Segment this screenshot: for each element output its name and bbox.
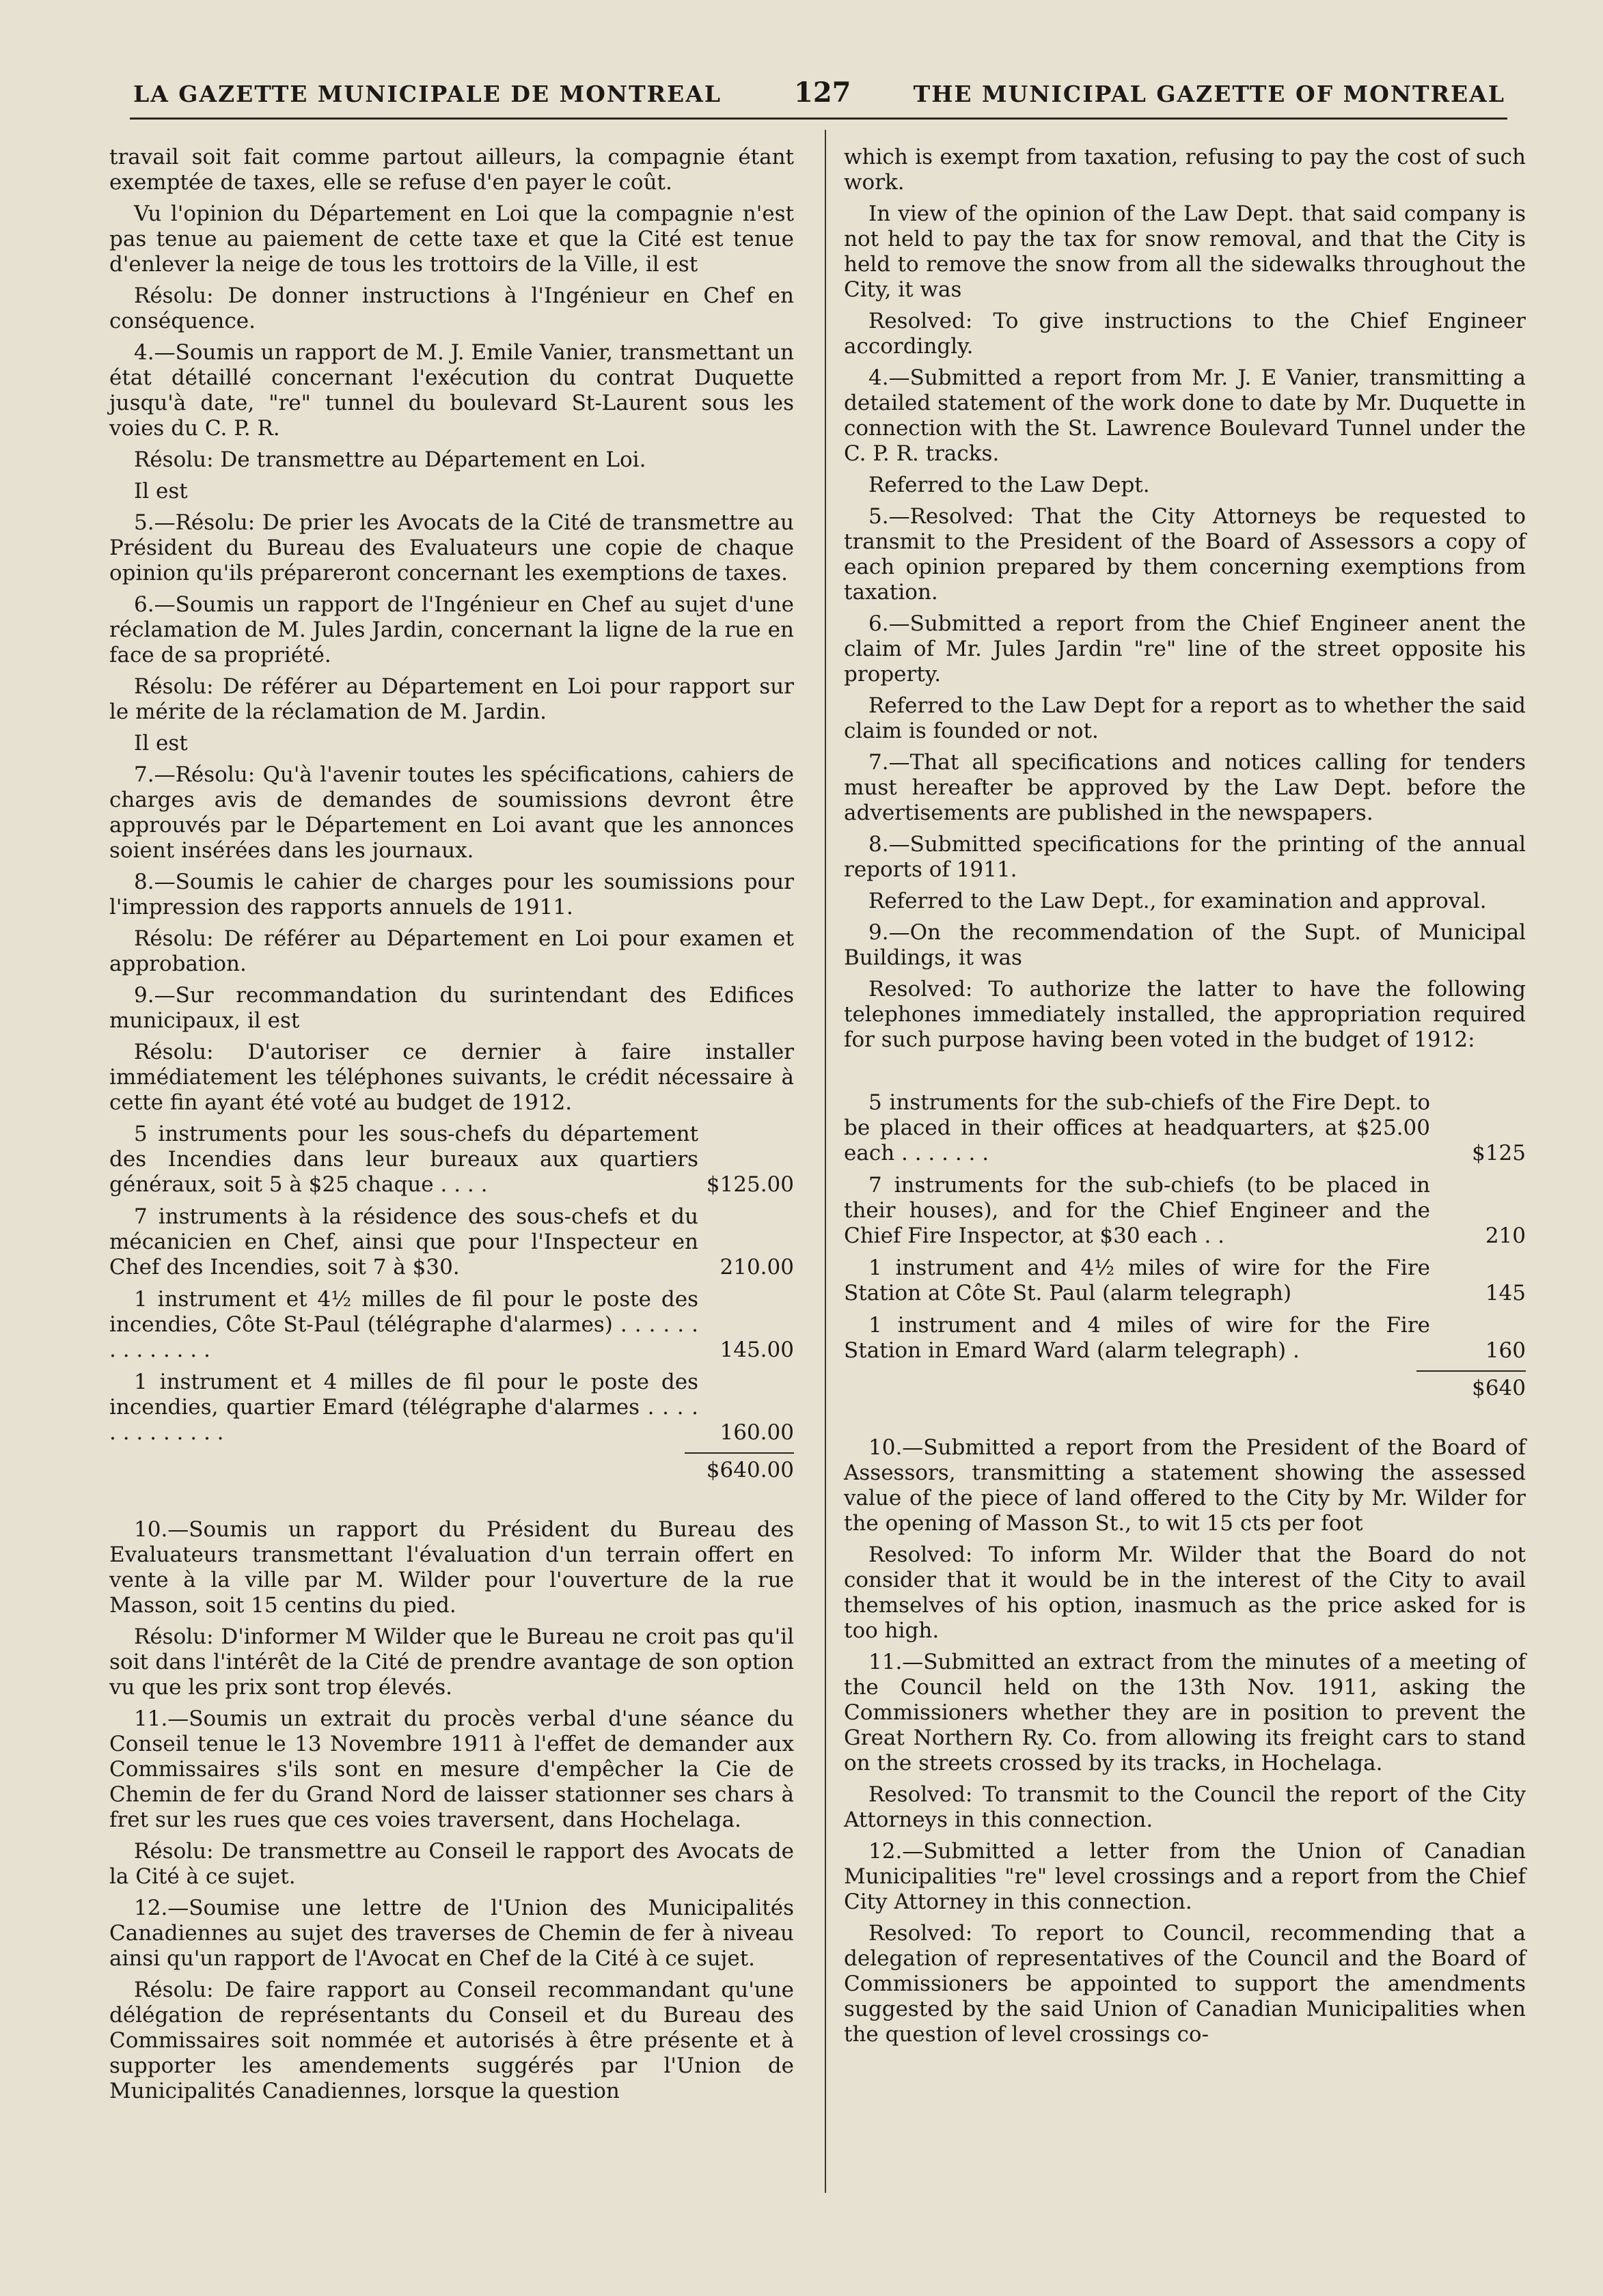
paragraph: 11.—Soumis un extrait du procès verbal d'une séance du Conseil tenue le 13 Novembre 1911 à l'effet de demander aux Commissaires s'ils sont en mesure d'empêcher la Cie de Chemin de fer du Grand Nord de laisser stationner ses chars à fret sur les rues que ces voies traversent, dans Hochelaga. [109, 1706, 794, 1832]
item-description: 7 instruments for the sub-chiefs (to be placed in their houses), and for the Chief Engineer and the Chief Fire Inspector, at $30 each . . [844, 1173, 1430, 1248]
budget-item [844, 1173, 1526, 1249]
paragraph: 6.—Submitted a report from the Chief Engineer anent the claim of Mr. Jules Jardin "re" line of the street opposite his property. [844, 611, 1526, 687]
paragraph: Résolu: De donner instructions à l'Ingénieur en Chef en conséquence. [109, 283, 794, 333]
item-amount: 160 [1485, 1338, 1526, 1363]
paragraph: 12.—Soumise une lettre de l'Union des Municipalités Canadiennes au sujet des traverses de Chemin de fer à niveau ainsi qu'un rapport de l'Avocat en Chef de la Cité à ce sujet. [109, 1896, 794, 1971]
paragraph: Resolved: To authorize the latter to have the following telephones immediately installed, the appropriation required for such purpose having been voted in the budget of 1912: [844, 977, 1526, 1052]
item-description: 1 instrument et 4½ milles de fil pour le poste des incendies, Côte St-Paul (télégraphe d'alarmes) . . . . . . . . . . . . . . [109, 1287, 698, 1362]
paragraph: Resolved: To transmit to the Council the report of the City Attorneys in this connection. [844, 1782, 1526, 1832]
item-amount: 210.00 [720, 1255, 794, 1280]
budget-item [109, 1204, 794, 1280]
header-english-title: THE MUNICIPAL GAZETTE OF MONTREAL [913, 81, 1505, 107]
paragraph: Resolved: To inform Mr. Wilder that the Board do not consider that it would be in the interest of the City to avail themselves of his option, inasmuch as the price asked for is too high. [844, 1543, 1526, 1643]
paragraph: 9.—Sur recommandation du surintendant des Edifices municipaux, il est [109, 983, 794, 1033]
paragraph: Résolu: De transmettre au Conseil le rapport des Avocats de la Cité à ce sujet. [109, 1839, 794, 1889]
item-amount: 145 [1485, 1281, 1526, 1305]
total-amount: $640 [1416, 1370, 1526, 1401]
item-amount: $125 [1472, 1141, 1526, 1165]
paragraph: Resolved: To report to Council, recommending that a delegation of representatives of the Council and the Board of Commissioners be appointed to support the amendments suggested by the said Union of Canadian Municipalities when the question of level crossings co- [844, 1921, 1526, 2047]
paragraph: Résolu: D'autoriser ce dernier à faire installer immédiatement les téléphones suivants, le crédit nécessaire à cette fin ayant été voté au budget de 1912. [109, 1040, 794, 1115]
paragraph: 5.—Resolved: That the City Attorneys be requested to transmit to the President of the Board of Assessors a copy of each opinion prepared by them concerning exemptions from taxation. [844, 504, 1526, 605]
paragraph: Referred to the Law Dept. [868, 473, 1150, 497]
paragraph: 11.—Submitted an extract from the minutes of a meeting of the Council held on the 13th Nov. 1911, asking the Commissioners whether they are in position to prevent the Great Northern Ry. Co. from allowing its freight cars to stand on the streets crossed by its tracks, in Hochelaga. [844, 1650, 1526, 1775]
budget-item [844, 1313, 1526, 1364]
paragraph: Vu l'opinion du Département en Loi que la compagnie n'est pas tenue au paiement de cette taxe et que la Cité est tenue d'enlever la neige de tous les trottoirs de la Ville, il est [109, 202, 794, 277]
paragraph: Referred to the Law Dept for a report as to whether the said claim is founded or not. [844, 693, 1526, 743]
budget-item [109, 1287, 794, 1363]
paragraph: 4.—Submitted a report from Mr. J. E Vanier, transmitting a detailed statement of the work done to date by Mr. Duquette in connection with the St. Lawrence Boulevard Tunnel under the C. P. R. tracks. [844, 365, 1526, 466]
paragraph: 7.—Résolu: Qu'à l'avenir toutes les spécifications, cahiers de charges avis de demandes de soumissions devront être approuvés par le Département en Loi avant que les annonces soient insérées dans les journaux. [109, 762, 794, 863]
item-amount: 145.00 [720, 1338, 794, 1362]
paragraph: 10.—Submitted a report from the President of the Board of Assessors, transmitting a statement showing the assessed value of the piece of land offered to the City by Mr. Wilder for the opening of Masson St., to wit 15 cts per foot [844, 1435, 1526, 1536]
paragraph: Resolved: To give instructions to the Chief Engineer accordingly. [844, 309, 1526, 359]
item-description: 7 instruments à la résidence des sous-chefs et du mécanicien en Chef, ainsi que pour l'Inspecteur en Chef des Incendies, soit 7 à $30. [109, 1204, 698, 1280]
item-description: 1 instrument and 4½ miles of wire for the Fire Station at Côte St. Paul (alarm telegraph) [844, 1256, 1430, 1305]
page-number: 127 [794, 77, 851, 109]
paragraph: 6.—Soumis un rapport de l'Ingénieur en Chef au sujet d'une réclamation de M. Jules Jardin, concernant la ligne de la rue en face de sa propriété. [109, 592, 794, 667]
header-rule [130, 117, 1507, 120]
budget-item [844, 1256, 1526, 1306]
paragraph: Il est [134, 731, 188, 756]
item-amount: 210 [1485, 1223, 1526, 1248]
total-row [109, 1452, 794, 1483]
item-description: 1 instrument and 4 miles of wire for the Fire Station in Emard Ward (alarm telegraph) . [844, 1313, 1430, 1363]
item-description: 1 instrument et 4 milles de fil pour le poste des incendies, quartier Emard (télégraphe d'alarmes . . . . . . . . . . . . . [109, 1370, 698, 1445]
paragraph: 8.—Soumis le cahier de charges pour les soumissions pour l'impression des rapports annuels de 1911. [109, 870, 794, 919]
paragraph: 4.—Soumis un rapport de M. J. Emile Vanier, transmettant un état détaillé concernant l'exécution du contrat Duquette jusqu'à date, "re" tunnel du boulevard St-Laurent sous les voies du C. P. R. [109, 340, 794, 441]
total-amount: $640.00 [685, 1452, 794, 1483]
english-column [844, 145, 1526, 2053]
item-description: 5 instruments for the sub-chiefs of the Fire Dept. to be placed in their offices at headquarters, at $25.00 each . . . . . . . [844, 1090, 1430, 1165]
paragraph: Il est [134, 479, 188, 503]
column-divider [825, 130, 826, 2193]
budget-item [109, 1122, 794, 1198]
paragraph: which is exempt from taxation, refusing to pay the cost of such work. [844, 145, 1526, 195]
total-row [844, 1370, 1526, 1401]
paragraph: Referred to the Law Dept., for examination and approval. [868, 889, 1487, 913]
paragraph: 12.—Submitted a letter from the Union of Canadian Municipalities "re" level crossings and a report from the Chief City Attorney in this connection. [844, 1839, 1526, 1914]
header-french-title: LA GAZETTE MUNICIPALE DE MONTREAL [133, 81, 722, 107]
item-description: 5 instruments pour les sous-chefs du département des Incendies dans leur bureaux aux quartiers généraux, soit 5 à $25 chaque . . . . [109, 1122, 698, 1197]
paragraph: 8.—Submitted specifications for the printing of the annual reports of 1911. [844, 832, 1526, 882]
paragraph: 10.—Soumis un rapport du Président du Bureau des Evaluateurs transmettant l'évaluation d'un terrain offert en vente à la ville par M. Wilder pour l'ouverture de la rue Masson, soit 15 centins du pied. [109, 1517, 794, 1618]
paragraph: Résolu: De faire rapport au Conseil recommandant qu'une délégation de représentants du Conseil et du Bureau des Commissaires soit nommée et autorisés à être présente et à supporter les amendements suggérés par l'Union de Municipalités Canadiennes, lorsque la question [109, 1978, 794, 2103]
budget-item [844, 1090, 1526, 1166]
item-amount: $125.00 [706, 1172, 794, 1197]
paragraph: 7.—That all specifications and notices calling for tenders must hereafter be approved by the Law Dept. before the advertisements are published in the newspapers. [844, 750, 1526, 825]
paragraph: 5.—Résolu: De prier les Avocats de la Cité de transmettre au Président du Bureau des Evaluateurs une copie de chaque opinion qu'ils prépareront concernant les exemptions de taxes. [109, 510, 794, 585]
paragraph: Résolu: De référer au Département en Loi pour examen et approbation. [109, 926, 794, 976]
paragraph: Résolu: De référer au Département en Loi pour rapport sur le mérite de la réclamation de M. Jardin. [109, 674, 794, 724]
french-column [109, 145, 794, 2110]
budget-item [109, 1370, 794, 1446]
paragraph: Résolu: De transmettre au Département en Loi. [134, 447, 646, 472]
item-amount: 160.00 [720, 1420, 794, 1445]
paragraph: Résolu: D'informer M Wilder que le Bureau ne croit pas qu'il soit dans l'intérêt de la Cité de prendre avantage de son option vu que les prix sont trop élevés. [109, 1624, 794, 1700]
paragraph: travail soit fait comme partout ailleurs, la compagnie étant exemptée de taxes, elle se refuse d'en payer le coût. [109, 145, 794, 195]
paragraph: 9.—On the recommendation of the Supt. of Municipal Buildings, it was [844, 920, 1526, 970]
paragraph: In view of the opinion of the Law Dept. that said company is not held to pay the tax for snow removal, and that the City is held to remove the snow from all the sidewalks throughout the City, it was [844, 202, 1526, 302]
